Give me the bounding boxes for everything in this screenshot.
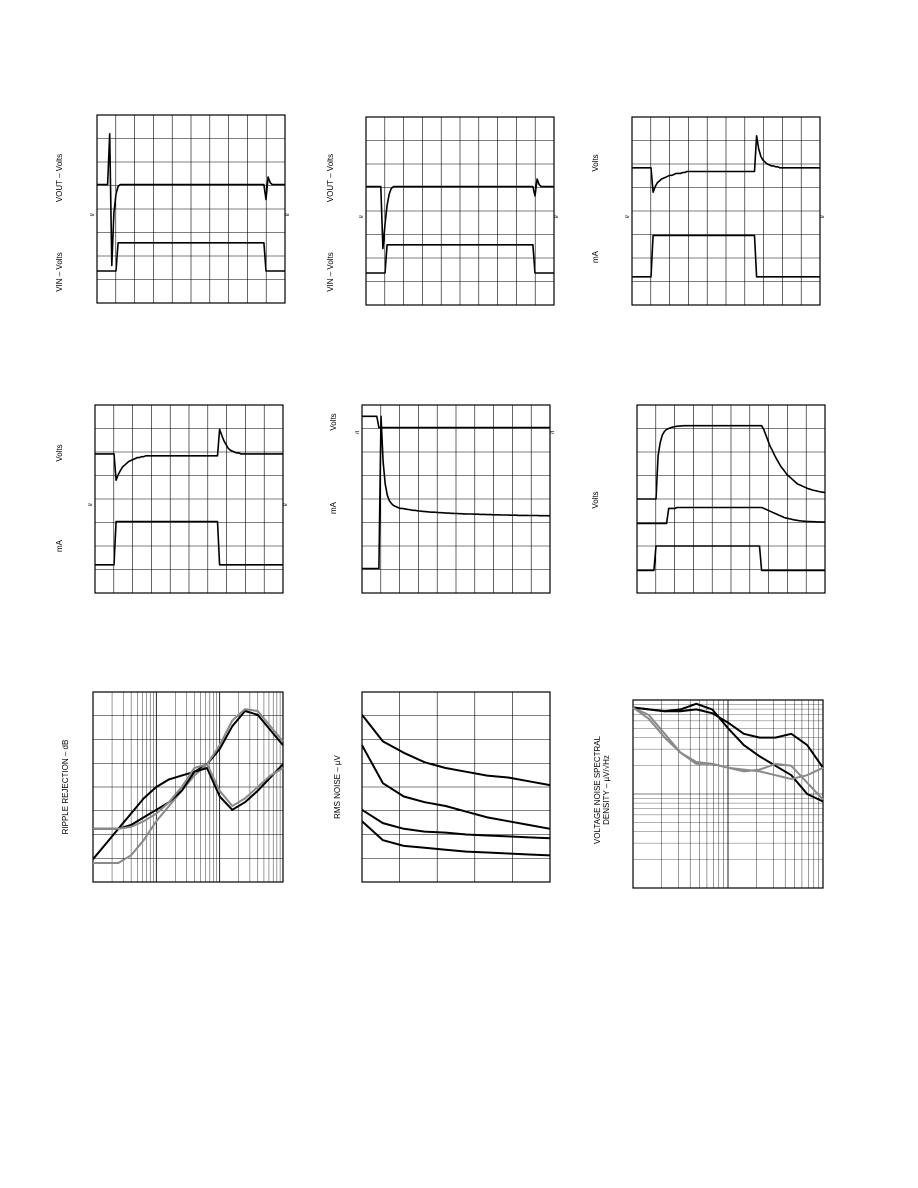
axis-break-mark: ≈ [355,428,360,437]
y-axis-label: RIPPLE REJECTION – dB [61,739,70,835]
chart-panel-row1-col1 [90,115,290,303]
axis-break-mark: ≈ [820,212,825,222]
axis-break-mark: ≈ [283,500,288,510]
y-axis-label: mA [329,502,338,514]
y-axis-label: Volts [591,154,600,172]
y-axis-label: VOUT – Volts [55,153,64,203]
y-axis-label: VOLTAGE NOISE SPECTRAL [593,735,602,845]
y-axis-label: Volts [591,491,600,509]
chart-panel-row2-col1 [88,405,288,593]
y-axis-label: RMS NOISE – µV [333,755,342,819]
chart-panel-row1-col3 [625,117,825,305]
y-axis-label: Volts [55,444,64,462]
y-axis-label: mA [55,540,64,552]
axis-break-mark: ≈ [88,500,93,510]
axis-break-mark: ≈ [554,212,559,222]
y-axis-label: DENSITY – µV/√Hz [602,755,611,825]
axis-break-mark: ≈ [285,210,290,220]
axis-break-mark: ≈ [90,210,95,220]
axis-break-mark: ≈ [550,428,555,437]
chart-panel-row2-col2 [355,405,555,593]
chart-panel-row3-col3 [633,700,823,888]
y-axis-label: VIN – Volts [55,252,64,292]
chart-panel-row1-col2 [359,117,559,305]
y-axis-label: Volts [329,413,338,431]
y-axis-label: VOUT – Volts [326,153,335,203]
axis-break-mark: ≈ [625,212,630,222]
axis-break-mark: ≈ [359,212,364,222]
chart-panel-row3-col1 [93,692,283,882]
chart-panel-row3-col2 [362,692,550,882]
chart-panel-row2-col3 [637,405,825,593]
y-axis-label: mA [591,251,600,263]
y-axis-label: VIN – Volts [326,252,335,292]
